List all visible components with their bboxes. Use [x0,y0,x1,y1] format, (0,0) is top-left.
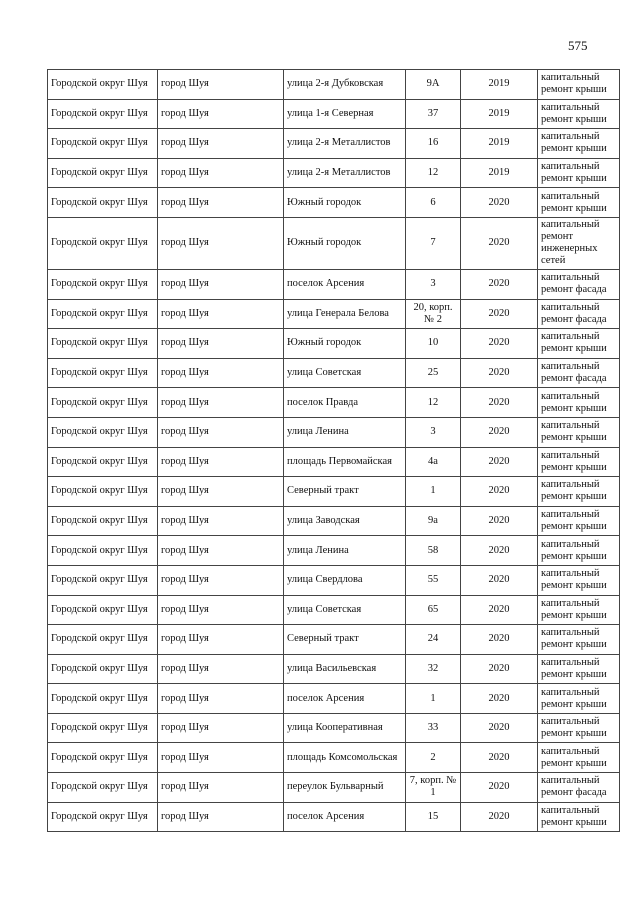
work-type-cell: капитальный ремонт крыши [538,129,620,159]
street-cell: площадь Первомайская [284,447,406,477]
house-number-cell: 6 [406,188,461,218]
year-cell: 2020 [461,802,538,832]
table-row [48,129,620,159]
city-cell: город Шуя [158,447,284,477]
page-number: 575 [568,38,588,53]
house-number-cell: 12 [406,388,461,418]
work-type-cell: капитальный ремонт крыши [538,417,620,447]
work-type-cell: капитальный ремонт крыши [538,506,620,536]
city-cell: город Шуя [158,99,284,129]
year-cell: 2020 [461,625,538,655]
city-cell: город Шуя [158,595,284,625]
year-cell: 2020 [461,329,538,359]
year-cell: 2020 [461,388,538,418]
street-cell: улица Советская [284,595,406,625]
work-type-cell: капитальный ремонт крыши [538,565,620,595]
district-cell: Городской округ Шуя [48,188,158,218]
city-cell: город Шуя [158,477,284,507]
year-cell: 2020 [461,358,538,388]
street-cell: улица Заводская [284,506,406,536]
district-cell: Городской округ Шуя [48,217,158,269]
city-cell: город Шуя [158,388,284,418]
table-row [48,595,620,625]
house-number-cell: 24 [406,625,461,655]
house-number-cell: 7 [406,217,461,269]
house-number-cell: 10 [406,329,461,359]
district-cell: Городской округ Шуя [48,713,158,743]
district-cell: Городской округ Шуя [48,447,158,477]
year-cell: 2020 [461,773,538,803]
district-cell: Городской округ Шуя [48,158,158,188]
table-row [48,684,620,714]
table-row [48,802,620,832]
table-row [48,70,620,100]
street-cell: улица 1-я Северная [284,99,406,129]
city-cell: город Шуя [158,417,284,447]
year-cell: 2020 [461,565,538,595]
year-cell: 2020 [461,299,538,329]
city-cell: город Шуя [158,713,284,743]
street-cell: Северный тракт [284,477,406,507]
city-cell: город Шуя [158,329,284,359]
street-cell: поселок Арсения [284,802,406,832]
work-type-cell: капитальный ремонт фасада [538,773,620,803]
street-cell: переулок Бульварный [284,773,406,803]
street-cell: улица Свердлова [284,565,406,595]
street-cell: улица Кооперативная [284,713,406,743]
house-number-cell: 9а [406,506,461,536]
street-cell: поселок Правда [284,388,406,418]
district-cell: Городской округ Шуя [48,329,158,359]
work-type-cell: капитальный ремонт крыши [538,447,620,477]
work-type-cell: капитальный ремонт крыши [538,158,620,188]
work-type-cell: капитальный ремонт фасада [538,269,620,299]
work-type-cell: капитальный ремонт фасада [538,299,620,329]
city-cell: город Шуя [158,358,284,388]
city-cell: город Шуя [158,625,284,655]
district-cell: Городской округ Шуя [48,684,158,714]
table-row [48,299,620,329]
work-type-cell: капитальный ремонт фасада [538,358,620,388]
year-cell: 2020 [461,477,538,507]
work-type-cell: капитальный ремонт крыши [538,477,620,507]
year-cell: 2020 [461,188,538,218]
year-cell: 2020 [461,217,538,269]
table-row [48,565,620,595]
year-cell: 2019 [461,158,538,188]
street-cell: улица Генерала Белова [284,299,406,329]
district-cell: Городской округ Шуя [48,565,158,595]
district-cell: Городской округ Шуя [48,358,158,388]
year-cell: 2020 [461,713,538,743]
house-number-cell: 4а [406,447,461,477]
year-cell: 2019 [461,70,538,100]
street-cell: Южный городок [284,217,406,269]
year-cell: 2020 [461,654,538,684]
table-row [48,388,620,418]
table-row [48,713,620,743]
district-cell: Городской округ Шуя [48,299,158,329]
district-cell: Городской округ Шуя [48,743,158,773]
city-cell: город Шуя [158,70,284,100]
house-number-cell: 16 [406,129,461,159]
table-row [48,358,620,388]
work-type-cell: капитальный ремонт инженерных сетей [538,217,620,269]
house-number-cell: 1 [406,684,461,714]
district-cell: Городской округ Шуя [48,802,158,832]
house-number-cell: 1 [406,477,461,507]
street-cell: площадь Комсомольская [284,743,406,773]
work-type-cell: капитальный ремонт крыши [538,188,620,218]
year-cell: 2019 [461,99,538,129]
district-cell: Городской округ Шуя [48,269,158,299]
city-cell: город Шуя [158,269,284,299]
street-cell: улица Советская [284,358,406,388]
house-number-cell: 58 [406,536,461,566]
house-number-cell: 3 [406,269,461,299]
year-cell: 2020 [461,269,538,299]
district-cell: Городской округ Шуя [48,129,158,159]
work-type-cell: капитальный ремонт крыши [538,713,620,743]
table-row [48,743,620,773]
city-cell: город Шуя [158,684,284,714]
year-cell: 2020 [461,506,538,536]
year-cell: 2020 [461,743,538,773]
street-cell: улица Васильевская [284,654,406,684]
street-cell: улица 2-я Металлистов [284,158,406,188]
table-row [48,158,620,188]
table-row [48,417,620,447]
work-type-cell: капитальный ремонт крыши [538,388,620,418]
street-cell: улица Ленина [284,417,406,447]
table-row [48,506,620,536]
table-row [48,773,620,803]
work-type-cell: капитальный ремонт крыши [538,684,620,714]
work-type-cell: капитальный ремонт крыши [538,99,620,129]
district-cell: Городской округ Шуя [48,773,158,803]
street-cell: улица 2-я Дубковская [284,70,406,100]
table-row [48,188,620,218]
house-number-cell: 33 [406,713,461,743]
city-cell: город Шуя [158,299,284,329]
district-cell: Городской округ Шуя [48,506,158,536]
table-row [48,329,620,359]
house-number-cell: 20, корп. № 2 [406,299,461,329]
street-cell: улица 2-я Металлистов [284,129,406,159]
street-cell: поселок Арсения [284,684,406,714]
house-number-cell: 25 [406,358,461,388]
table-body [48,70,620,832]
year-cell: 2020 [461,536,538,566]
year-cell: 2020 [461,684,538,714]
city-cell: город Шуя [158,802,284,832]
city-cell: город Шуя [158,217,284,269]
street-cell: улица Ленина [284,536,406,566]
table-row [48,217,620,269]
table-row [48,269,620,299]
table-row [48,536,620,566]
work-type-cell: капитальный ремонт крыши [538,625,620,655]
year-cell: 2020 [461,417,538,447]
city-cell: город Шуя [158,506,284,536]
year-cell: 2020 [461,447,538,477]
street-cell: Северный тракт [284,625,406,655]
house-number-cell: 2 [406,743,461,773]
work-type-cell: капитальный ремонт крыши [538,802,620,832]
house-number-cell: 12 [406,158,461,188]
district-cell: Городской округ Шуя [48,417,158,447]
city-cell: город Шуя [158,565,284,595]
district-cell: Городской округ Шуя [48,536,158,566]
year-cell: 2020 [461,595,538,625]
city-cell: город Шуя [158,188,284,218]
district-cell: Городской округ Шуя [48,654,158,684]
district-cell: Городской округ Шуя [48,70,158,100]
district-cell: Городской округ Шуя [48,625,158,655]
district-cell: Городской округ Шуя [48,477,158,507]
year-cell: 2019 [461,129,538,159]
table-row [48,447,620,477]
district-cell: Городской округ Шуя [48,388,158,418]
city-cell: город Шуя [158,773,284,803]
city-cell: город Шуя [158,654,284,684]
district-cell: Городской округ Шуя [48,99,158,129]
repair-schedule-table [47,69,620,832]
work-type-cell: капитальный ремонт крыши [538,70,620,100]
house-number-cell: 7, корп. № 1 [406,773,461,803]
work-type-cell: капитальный ремонт крыши [538,536,620,566]
house-number-cell: 55 [406,565,461,595]
house-number-cell: 37 [406,99,461,129]
house-number-cell: 3 [406,417,461,447]
house-number-cell: 32 [406,654,461,684]
work-type-cell: капитальный ремонт крыши [538,654,620,684]
district-cell: Городской округ Шуя [48,595,158,625]
table-row [48,625,620,655]
table-row [48,99,620,129]
street-cell: Южный городок [284,329,406,359]
city-cell: город Шуя [158,158,284,188]
table-row [48,654,620,684]
work-type-cell: капитальный ремонт крыши [538,329,620,359]
house-number-cell: 15 [406,802,461,832]
city-cell: город Шуя [158,536,284,566]
table-row [48,477,620,507]
house-number-cell: 65 [406,595,461,625]
house-number-cell: 9А [406,70,461,100]
street-cell: поселок Арсения [284,269,406,299]
city-cell: город Шуя [158,129,284,159]
work-type-cell: капитальный ремонт крыши [538,743,620,773]
city-cell: город Шуя [158,743,284,773]
street-cell: Южный городок [284,188,406,218]
work-type-cell: капитальный ремонт крыши [538,595,620,625]
